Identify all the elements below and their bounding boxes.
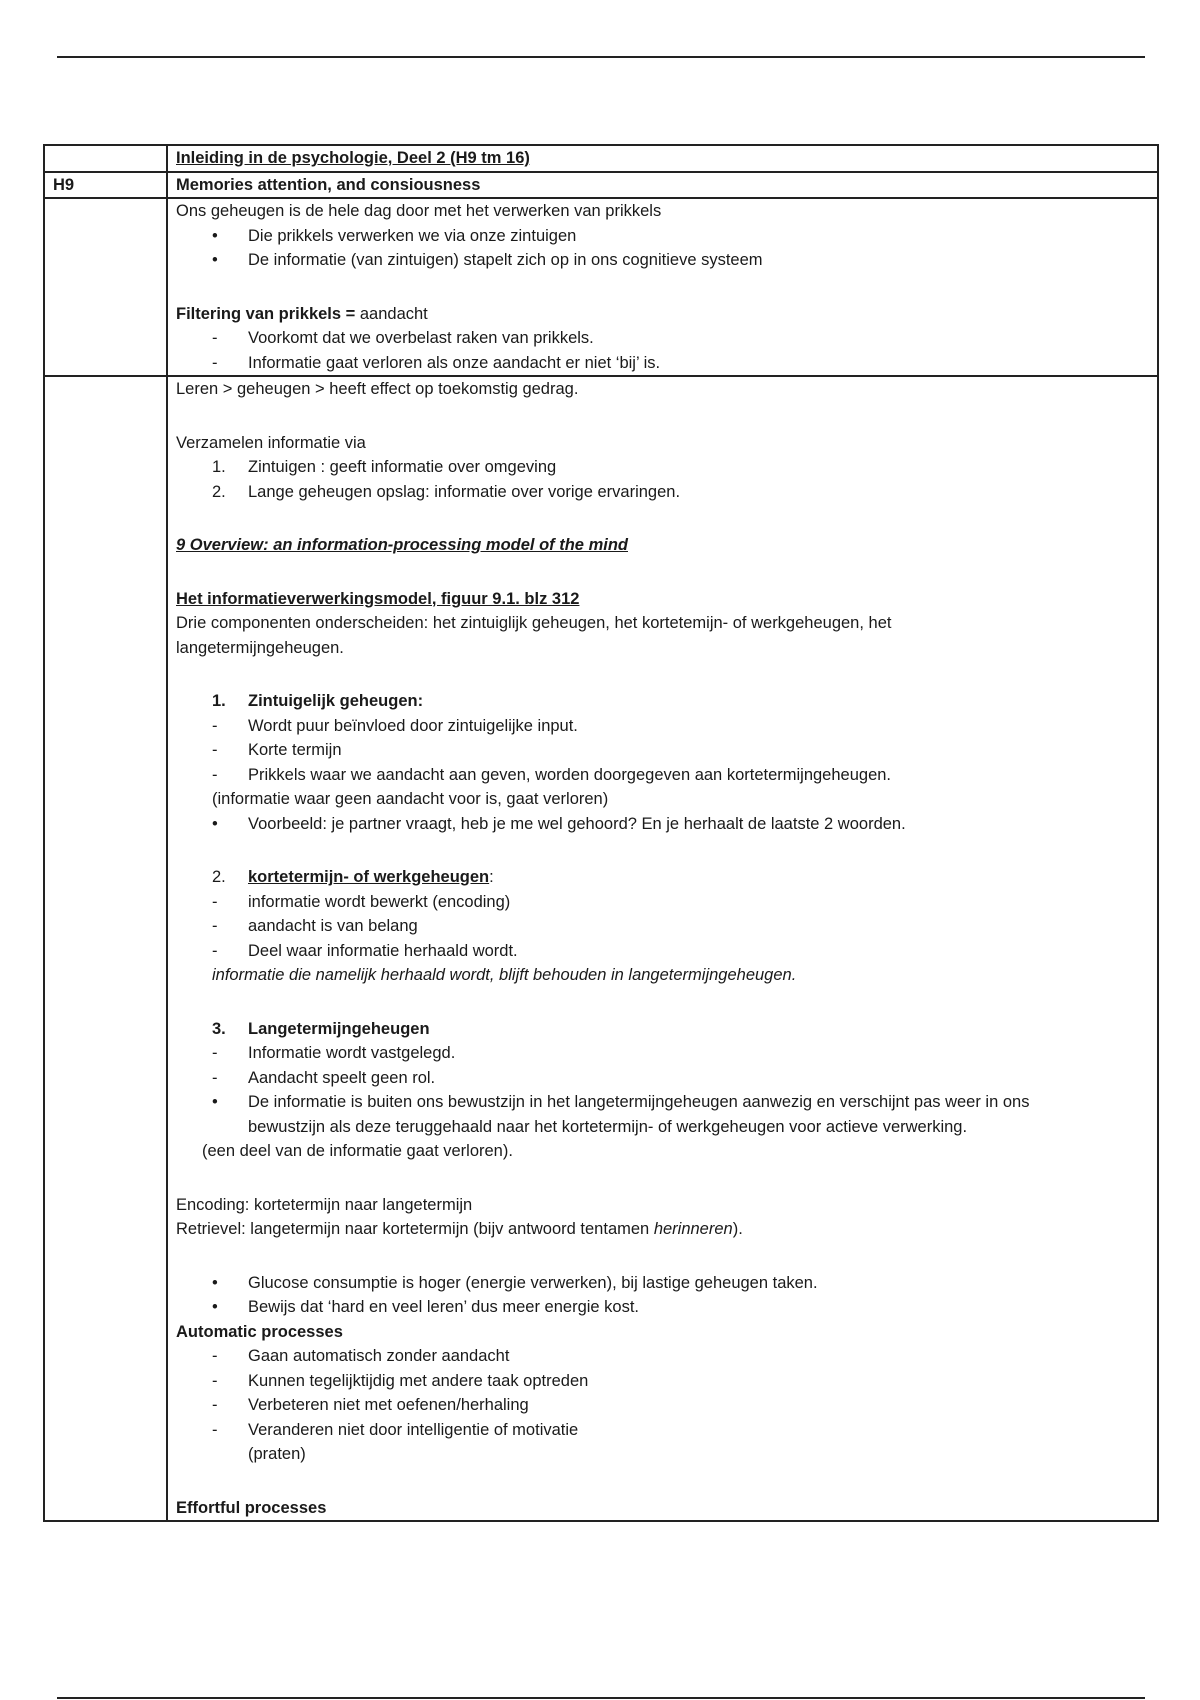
sensory-heading	[176, 689, 1149, 714]
dash-marker: -	[212, 941, 218, 960]
list-item	[176, 939, 1149, 964]
list-item-text: Informatie wordt vastgelegd.	[248, 1044, 456, 1062]
dash-marker: -	[212, 1347, 218, 1365]
block2-row	[44, 376, 1158, 1521]
chapter-title	[167, 172, 1158, 199]
title-row-label-cell	[44, 145, 167, 172]
chapter-code: H9	[44, 172, 167, 199]
retrieval-line	[176, 1217, 1149, 1242]
list-item-text: Verbeteren niet met oefenen/herhaling	[248, 1396, 529, 1414]
dash-marker: -	[212, 353, 218, 372]
list-item	[176, 1418, 1149, 1443]
footer-rule	[57, 1697, 1145, 1699]
list-item-text: Deel waar informatie herhaald wordt.	[248, 941, 518, 960]
retrieval-end: ).	[732, 1220, 743, 1238]
model-heading-text: Het informatieverwerkingsmodel, figuur 9.1. blz 312	[176, 589, 580, 608]
bullet-marker: •	[212, 226, 218, 245]
list-item	[176, 1295, 1149, 1320]
spacer	[176, 660, 1149, 689]
list-item	[176, 1369, 1149, 1394]
list-item-text: Prikkels waar we aandacht aan geven, worden doorgegeven aan kortetermijngeheugen.	[248, 765, 892, 784]
block2-label-cell	[44, 376, 167, 1521]
spacer	[176, 1164, 1149, 1193]
dash-marker: -	[212, 329, 218, 347]
list-item-text: Die prikkels verwerken we via onze zintuigen	[248, 226, 577, 245]
dash-marker: -	[212, 1068, 218, 1087]
block2-content	[167, 376, 1158, 1521]
spacer	[176, 504, 1149, 533]
list-item	[176, 351, 1149, 376]
spacer	[176, 273, 1149, 302]
learning-line: Leren > geheugen > heeft effect op toekomstig gedrag.	[176, 380, 579, 398]
bullet-marker: •	[212, 1093, 218, 1111]
list-item-text: Voorkomt dat we overbelast raken van prikkels.	[248, 329, 594, 347]
list-item-text: Gaan automatisch zonder aandacht	[248, 1347, 510, 1365]
list-item	[176, 812, 1149, 837]
list-item-text: informatie wordt bewerkt (encoding)	[248, 892, 511, 911]
model-heading	[176, 587, 1149, 612]
bullet-marker: •	[212, 1273, 218, 1292]
list-item	[176, 480, 1149, 505]
list-item-continuation: bewustzijn als deze teruggehaald naar het kortetermijn- of werkgeheugen voor actieve verwerking.	[248, 1117, 968, 1136]
working-heading	[176, 865, 1149, 890]
spacer	[176, 988, 1149, 1017]
bullet-marker: •	[212, 1298, 218, 1316]
dash-marker: -	[212, 1371, 218, 1390]
list-item-text: Kunnen tegelijktijdig met andere taak optreden	[248, 1371, 589, 1390]
dash-marker: -	[212, 892, 218, 911]
list-item	[176, 763, 1149, 788]
list-item-text: Voorbeeld: je partner vraagt, heb je me wel gehoord? En je herhaalt de laatste 2 woorden.	[248, 814, 906, 833]
document-title	[167, 145, 1158, 172]
longterm-heading	[176, 1017, 1149, 1042]
list-item-text: aandacht is van belang	[248, 917, 418, 935]
number-marker: 3.	[212, 1019, 226, 1038]
list-item	[176, 224, 1149, 249]
working-title: kortetermijn- of werkgeheugen	[248, 868, 490, 886]
list-item-text: Korte termijn	[248, 741, 342, 759]
list-item-text: Lange geheugen opslag: informatie over vorige ervaringen.	[248, 482, 681, 501]
bullet-marker: •	[212, 251, 218, 269]
automatic-note: (praten)	[248, 1445, 306, 1463]
list-item	[176, 714, 1149, 739]
encoding-line: Encoding: kortetermijn naar langetermijn	[176, 1195, 473, 1214]
number-marker: 1.	[212, 458, 226, 476]
dash-marker: -	[212, 1420, 218, 1439]
list-item-text: Zintuigen : geeft informatie over omgeving	[248, 458, 557, 476]
retrieval-italic: herinneren	[653, 1220, 733, 1238]
effortful-heading: Effortful processes	[176, 1498, 327, 1517]
title-row	[44, 145, 1158, 172]
automatic-heading: Automatic processes	[176, 1322, 343, 1341]
list-item	[176, 1066, 1149, 1091]
chapter-row	[44, 172, 1158, 199]
longterm-note: (een deel van de informatie gaat verloren).	[202, 1142, 513, 1160]
list-item	[176, 738, 1149, 763]
sensory-note: (informatie waar geen aandacht voor is, gaat verloren)	[212, 790, 609, 808]
list-item-text: Glucose consumptie is hoger (energie verwerken), bij lastige geheugen taken.	[248, 1273, 818, 1292]
dash-marker: -	[212, 741, 218, 759]
spacer	[176, 402, 1149, 431]
dash-marker: -	[212, 1396, 218, 1414]
dash-marker: -	[212, 917, 218, 935]
chapter-title-text: Memories attention, and consiousness	[176, 175, 481, 194]
bullet-marker: •	[212, 814, 218, 833]
list-item	[176, 248, 1149, 273]
number-marker: 2.	[212, 482, 226, 501]
overview-heading	[176, 533, 1149, 558]
overview-heading-text: 9 Overview: an information-processing model of the mind	[176, 536, 628, 554]
list-item-text: Veranderen niet door intelligentie of motivatie	[248, 1420, 579, 1439]
block1-content	[167, 198, 1158, 376]
spacer	[176, 1467, 1149, 1496]
list-item-text: Aandacht speelt geen rol.	[248, 1068, 436, 1087]
list-item	[176, 1090, 1149, 1115]
list-item-text: Bewijs dat ‘hard en veel leren’ dus meer energie kost.	[248, 1298, 640, 1316]
block1-label-cell	[44, 198, 167, 376]
list-item	[176, 914, 1149, 939]
number-marker: 1.	[212, 692, 226, 710]
notes-table	[43, 144, 1159, 1522]
block1-intro: Ons geheugen is de hele dag door met het verwerken van prikkels	[176, 202, 662, 220]
number-marker: 2.	[212, 868, 226, 886]
list-item	[176, 890, 1149, 915]
model-text: Drie componenten onderscheiden: het zintuiglijk geheugen, het kortetemijn- of werkgeheugen, het langetermijngeheugen.	[176, 614, 892, 657]
list-item	[176, 326, 1149, 351]
spacer	[176, 836, 1149, 865]
list-item	[176, 1041, 1149, 1066]
dash-marker: -	[212, 716, 218, 735]
filter-line	[176, 302, 1149, 327]
retrieval-text: Retrievel: langetermijn naar kortetermijn (bijv antwoord tentamen	[176, 1220, 654, 1238]
working-colon: :	[489, 868, 494, 886]
list-item	[176, 1271, 1149, 1296]
list-item-text: Informatie gaat verloren als onze aandacht er niet ‘bij’ is.	[248, 353, 661, 372]
list-item-text: De informatie is buiten ons bewustzijn in het langetermijngeheugen aanwezig en verschijnt pas weer in ons	[248, 1093, 1030, 1111]
list-item-text: De informatie (van zintuigen) stapelt zich op in ons cognitieve systeem	[248, 251, 763, 269]
list-item	[176, 455, 1149, 480]
spacer	[176, 558, 1149, 587]
list-item	[176, 1344, 1149, 1369]
header-rule	[57, 56, 1145, 58]
filter-label: Filtering van prikkels =	[176, 304, 356, 323]
working-note: informatie die namelijk herhaald wordt, blijft behouden in langetermijngeheugen.	[212, 966, 797, 984]
spacer	[176, 1242, 1149, 1271]
block1-row	[44, 198, 1158, 376]
list-item-text: Wordt puur beïnvloed door zintuigelijke input.	[248, 716, 578, 735]
document-title-text: Inleiding in de psychologie, Deel 2 (H9 tm 16)	[176, 149, 530, 167]
collect-line: Verzamelen informatie via	[176, 433, 366, 452]
longterm-title: Langetermijngeheugen	[248, 1019, 430, 1038]
sensory-title: Zintuigelijk geheugen:	[248, 692, 424, 710]
dash-marker: -	[212, 1044, 218, 1062]
dash-marker: -	[212, 765, 218, 784]
filter-value: aandacht	[355, 304, 428, 323]
list-item	[176, 1393, 1149, 1418]
